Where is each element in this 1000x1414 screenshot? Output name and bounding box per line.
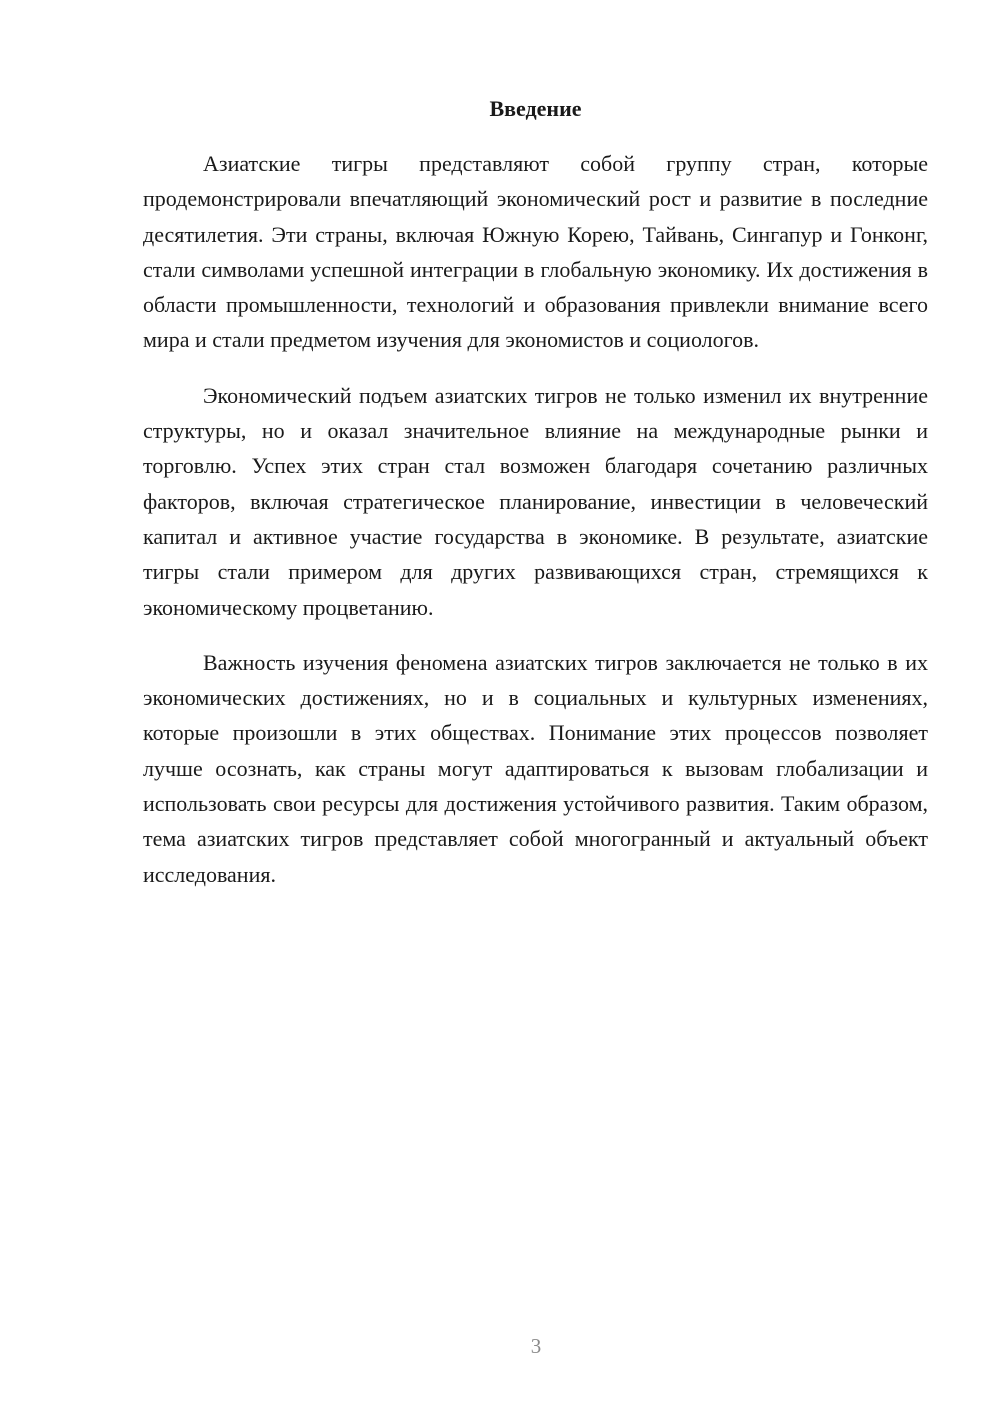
paragraph-2: Экономический подъем азиатских тигров не только изменил их внутренние структуры, но и оказал значительное влияние на международные рынки и торговлю. Успех этих стран стал возможен благодаря сочетанию различных факторов, включая стратегическое планирование, инвестиции в человеческий капитал и активное участие государства в экономике. В результате, азиатские тигры стали примером для других развивающихся стран, стремящихся к экономическому процветанию.	[143, 382, 928, 620]
page-number: 3	[530, 1334, 542, 1358]
paragraph-1: Азиатские тигры представляют собой группу стран, которые продемонстрировали впечатляющий экономический рост и развитие в последние десятилетия. Эти страны, включая Южную Корею, Тайвань, Сингапур и Гонконг, стали символами успешной интеграции в глобальную экономику. Их достижения в области промышленности, технологий и образования привлекли внимание всего мира и стали предметом изучения для экономистов и социологов.	[143, 151, 928, 353]
paragraph-3: Важность изучения феномена азиатских тигров заключается не только в их экономических достижениях, но и в социальных и культурных изменениях, которые произошли в этих обществах. Понимание этих процессов позволяет лучше осознать, как страны могут адаптироваться к вызовам глобализации и использовать свои ресурсы для достижения устойчивого развития. Таким образом, тема азиатских тигров представляет собой многогранный и актуальный объект исследования.	[143, 649, 928, 887]
section-heading: Введение	[489, 96, 582, 121]
page-content	[143, 92, 928, 912]
